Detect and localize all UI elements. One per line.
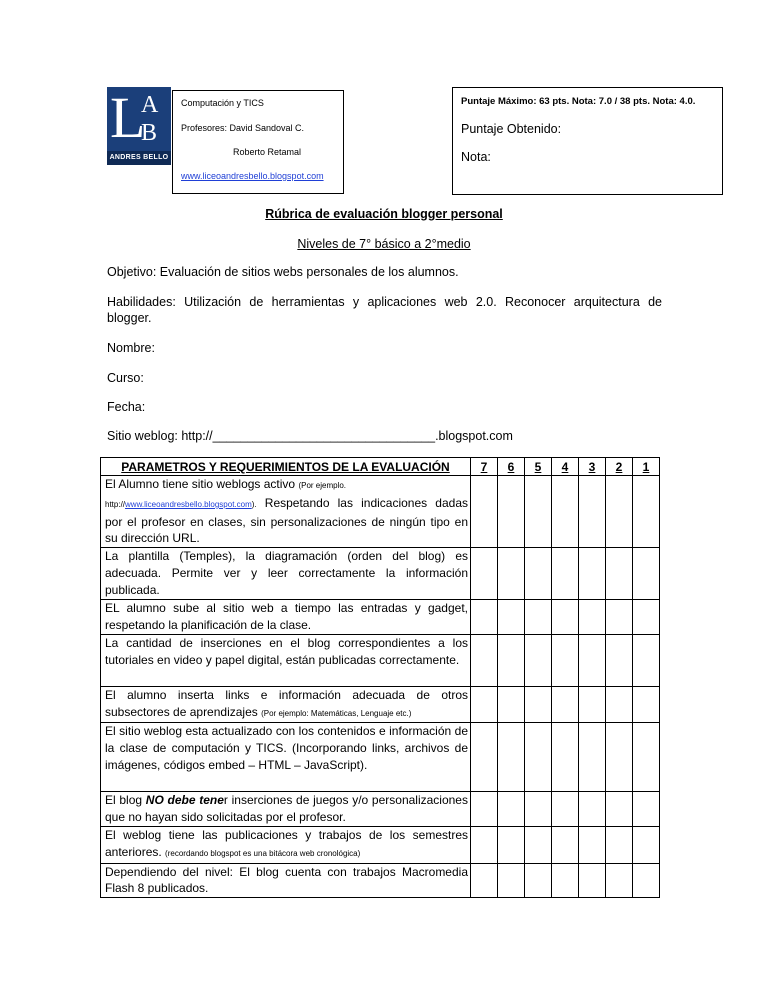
score-cell[interactable] [498,548,525,600]
score-header-4: 4 [552,458,579,476]
score-cell[interactable] [552,634,579,686]
course-name: Computación y TICS [181,98,264,108]
table-row [101,792,660,827]
score-cell[interactable] [579,792,606,827]
score-cell[interactable] [471,634,498,686]
score-cell[interactable] [498,634,525,686]
table-row [101,826,660,863]
score-cell[interactable] [579,863,606,898]
score-cell[interactable] [606,634,633,686]
rubric-table [100,457,660,898]
score-cell[interactable] [633,863,660,898]
table-row [101,634,660,686]
example-link[interactable]: www.liceoandresbello.blogspot.com [125,499,252,509]
criterion-3: EL alumno sube al sitio web a tiempo las entradas y gadget, respetando la planificación de la clase. [101,600,471,635]
score-cell[interactable] [471,548,498,600]
website-link[interactable]: www.liceoandresbello.blogspot.com [181,171,324,181]
score-obtained-label: Puntaje Obtenido: [461,122,562,136]
score-cell[interactable] [633,723,660,792]
score-cell[interactable] [606,600,633,635]
score-cell[interactable] [552,863,579,898]
skills-line-1: Habilidades: Utilización de herramientas y aplicaciones web 2.0. Reconocer arquitectura de [107,295,662,309]
logo-letter-b: B [141,120,158,146]
table-row [101,723,660,792]
score-header-7: 7 [471,458,498,476]
logo-letter-a: A [141,92,159,118]
criterion-8: El weblog tiene las publicaciones y trabajos de los semestres anteriores. (recordando blogspot es una bitácora web cronológica) [101,826,471,863]
score-cell[interactable] [633,548,660,600]
score-cell[interactable] [633,686,660,723]
grade-label: Nota: [461,150,491,164]
score-cell[interactable] [606,863,633,898]
professor-second: Roberto Retamal [233,147,302,157]
score-cell[interactable] [606,476,633,548]
course-info-box [172,90,344,194]
score-header-2: 2 [606,458,633,476]
table-row [101,476,660,548]
score-cell[interactable] [471,723,498,792]
logo-letter-l: L [110,87,146,150]
score-cell[interactable] [525,548,552,600]
score-cell[interactable] [606,826,633,863]
score-cell[interactable] [498,476,525,548]
objective-line: Objetivo: Evaluación de sitios webs personales de los alumnos. [107,265,459,279]
criterion-4: La cantidad de inserciones en el blog correspondientes a los tutoriales en video y papel digital, están publicadas correctamente. [101,634,471,686]
table-row [101,686,660,723]
score-cell[interactable] [471,600,498,635]
score-cell[interactable] [471,826,498,863]
score-cell[interactable] [633,600,660,635]
score-cell[interactable] [525,863,552,898]
score-cell[interactable] [579,476,606,548]
score-cell[interactable] [552,686,579,723]
skills-line-2: blogger. [107,311,152,325]
logo-banner: ANDRES BELLO [107,151,171,165]
name-field-label: Nombre: [107,341,155,355]
criterion-9: Dependiendo del nivel: El blog cuenta con trabajos Macromedia Flash 8 publicados. [101,863,471,898]
criterion-5: El alumno inserta links e información adecuada de otros subsectores de aprendizajes (Por ejemplo: Matemáticas, Lenguaje etc.) [101,686,471,723]
score-cell[interactable] [525,634,552,686]
score-cell[interactable] [525,600,552,635]
score-box [452,87,723,195]
score-header-3: 3 [579,458,606,476]
score-cell[interactable] [525,476,552,548]
score-cell[interactable] [606,548,633,600]
score-header-1: 1 [633,458,660,476]
score-cell[interactable] [471,863,498,898]
table-row [101,863,660,898]
score-cell[interactable] [579,634,606,686]
score-cell[interactable] [579,548,606,600]
document-title: Rúbrica de evaluación blogger personal [265,207,503,221]
score-cell[interactable] [552,600,579,635]
max-score: Puntaje Máximo: 63 pts. Nota: 7.0 / 38 pts. Nota: 4.0. [461,96,696,107]
score-cell[interactable] [498,600,525,635]
rubric-header-row [101,458,660,476]
score-cell[interactable] [525,826,552,863]
score-cell[interactable] [498,792,525,827]
score-cell[interactable] [552,723,579,792]
score-cell[interactable] [471,476,498,548]
score-cell[interactable] [525,686,552,723]
table-row [101,548,660,600]
score-cell[interactable] [471,792,498,827]
date-field-label: Fecha: [107,400,146,414]
criterion-6: El sitio weblog esta actualizado con los contenidos e información de la clase de computación y TICS. (Incorporando links, archivos de imágenes, códigos embed – HTML – JavaScript). [101,723,471,792]
score-cell[interactable] [498,723,525,792]
score-cell[interactable] [579,723,606,792]
professors-line: Profesores: David Sandoval C. [181,123,305,133]
score-cell[interactable] [633,476,660,548]
criterion-1: El Alumno tiene sitio weblogs activo (Por ejemplo. http://www.liceoandresbello.blogspot.com). Respetando las indicaciones dadas por el profesor en clases, sin personalizaciones de ningún tipo en su dirección URL. [101,476,471,548]
score-cell[interactable] [552,476,579,548]
document-subtitle: Niveles de 7° básico a 2°medio [297,237,471,251]
score-cell[interactable] [606,686,633,723]
score-header-5: 5 [525,458,552,476]
score-cell[interactable] [552,548,579,600]
score-cell[interactable] [633,792,660,827]
score-cell[interactable] [579,826,606,863]
score-cell[interactable] [525,723,552,792]
score-header-6: 6 [498,458,525,476]
criterion-2: La plantilla (Temples), la diagramación (orden del blog) es adecuada. Permite ver y leer correctamente la información publicada. [101,548,471,600]
score-cell[interactable] [552,792,579,827]
score-cell[interactable] [633,826,660,863]
school-logo [107,87,171,165]
table-row [101,600,660,635]
score-cell[interactable] [471,686,498,723]
score-cell[interactable] [498,863,525,898]
score-cell[interactable] [579,686,606,723]
criteria-header: PARAMETROS Y REQUERIMIENTOS DE LA EVALUACIÓN [101,458,471,476]
score-cell[interactable] [552,826,579,863]
course-field-label: Curso: [107,371,144,385]
score-cell[interactable] [498,686,525,723]
weblog-site-field: Sitio weblog: http://________________________________.blogspot.com [107,429,513,443]
score-cell[interactable] [633,634,660,686]
score-cell[interactable] [579,600,606,635]
score-cell[interactable] [498,826,525,863]
score-cell[interactable] [606,723,633,792]
score-cell[interactable] [525,792,552,827]
criterion-7: El blog NO debe tener inserciones de juegos y/o personalizaciones que no hayan sido solicitadas por el profesor. [101,792,471,827]
score-cell[interactable] [606,792,633,827]
